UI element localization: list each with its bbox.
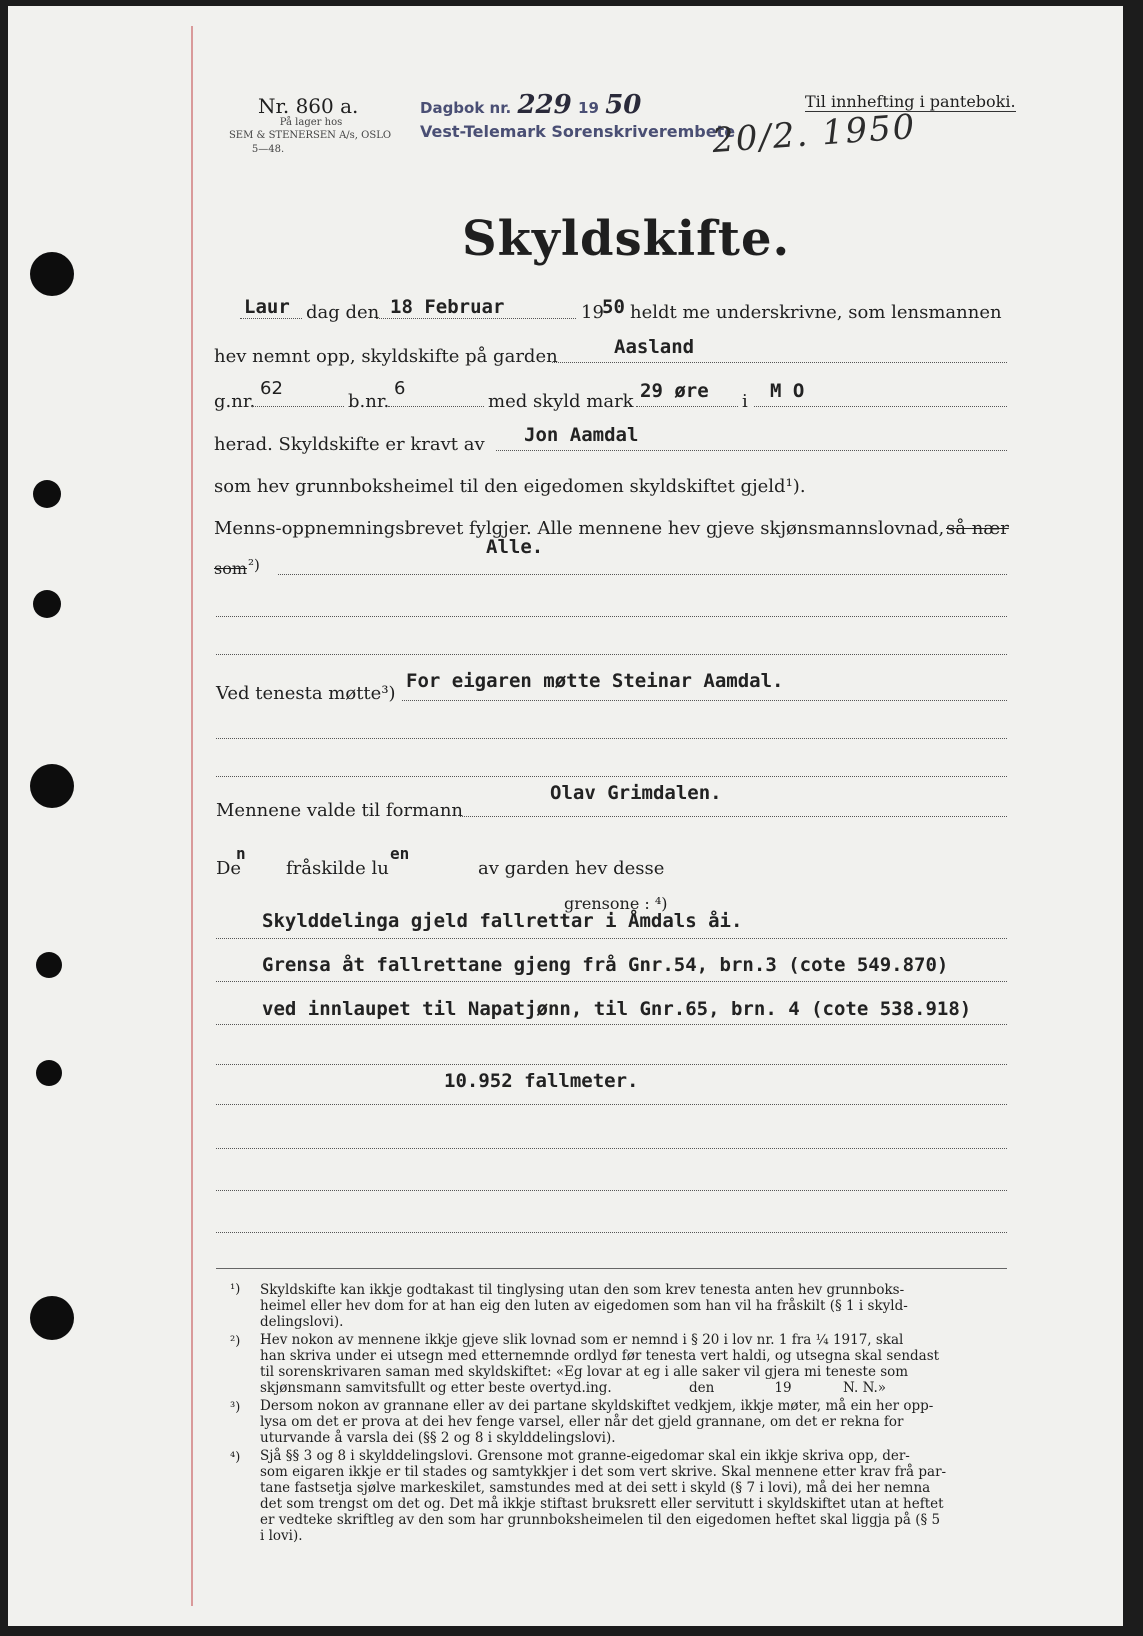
grunnbok-text: som hev grunnboksheimel til den eigedomen skyldskiftet gjeld¹).: [214, 476, 806, 497]
chairman-label: Mennene valde til formann: [216, 800, 463, 821]
footnote-3: [260, 1398, 1050, 1446]
requested-by: Jon Aamdal: [524, 424, 639, 446]
av-garden-text: av garden hev desse: [478, 858, 665, 879]
blank-line: [216, 1148, 1007, 1149]
blank-line: [216, 738, 1007, 739]
footnote-2: [260, 1332, 1050, 1396]
footnote-line: Hev nokon av mennene ikkje gjeve slik lovnad som er nemnd i § 20 i lov nr. 1 fra ¼ 1917, skal: [260, 1332, 904, 1348]
footnote-line: han skriva under ei utsegn med etternemnde ordlyd før tenesta vert haldi, og utsegna skal sendast: [260, 1348, 940, 1364]
herad-code: M O: [770, 380, 805, 402]
document-title: Skyldskifte.: [462, 211, 791, 267]
form-number: Nr. 860 a.: [258, 94, 359, 118]
herad-line: [754, 406, 1007, 407]
som-line: [278, 574, 1007, 575]
som-footnote-ref: ²): [248, 556, 260, 574]
dagbok-prefix: Dagbok nr.: [420, 99, 512, 117]
blank-line: [216, 776, 1007, 777]
handwritten-date: 20/2. 1950: [710, 106, 918, 162]
chairman-value: Olav Grimdalen.: [550, 782, 722, 804]
chairman-line: [460, 816, 1007, 817]
i-label: i: [742, 391, 748, 412]
day-label: dag den: [306, 302, 380, 323]
skyld-line: [636, 406, 738, 407]
footnote-line: lysa om det er prova at dei hev fenge varsel, eller når det gjeld grannane, om det er rekna for: [260, 1414, 904, 1430]
binder-hole: [33, 590, 61, 618]
alle-value: Alle.: [486, 536, 544, 558]
blank-line: [216, 1104, 1007, 1105]
blank-line: [216, 1232, 1007, 1233]
intro-text: heldt me underskrivne, som lensmannen: [630, 302, 1002, 323]
binder-hole: [30, 1296, 74, 1340]
document-page: [8, 6, 1123, 1626]
footnote-number: ³): [230, 1400, 241, 1415]
office-stamp: Vest-Telemark Sorenskriverembete: [420, 122, 736, 141]
year-prefix: 19: [581, 302, 604, 323]
footnote-line: uturvande å varsla dei (§§ 2 og 8 i skylddelingslovi).: [260, 1430, 616, 1446]
de-prefix: De: [216, 858, 242, 879]
blank-line: [216, 1190, 1007, 1191]
date-value: 18 Februar: [390, 296, 505, 318]
weekday-value: Laur: [244, 296, 290, 318]
de-super: n: [236, 844, 246, 863]
farm-label: hev nemnt opp, skyldskifte på garden: [214, 346, 558, 367]
boundary-rule: [216, 981, 1007, 982]
boundary-line: 10.952 fallmeter.: [444, 1070, 639, 1092]
footnote-line: Dersom nokon av grannane eller av dei partane skyldskiftet vedkjem, ikkje møter, må ein her opp-: [260, 1398, 934, 1414]
boundary-rule: [216, 1064, 1007, 1065]
struck-som: som: [214, 559, 248, 578]
skyld-value: 29 øre: [640, 380, 709, 402]
footnote-line: det som trengst om det og. Det må ikkje stiftast bruksrett eller servitutt i skyldskiftet utan at heftet: [260, 1496, 944, 1512]
met-value: For eigaren møtte Steinar Aamdal.: [406, 670, 784, 692]
footnote-line: Skyldskifte kan ikkje godtakast til tinglysing utan den som krev tenesta anten hev grunnboks-: [260, 1282, 905, 1298]
footnote-number: ¹): [230, 1282, 241, 1297]
blank-line: [216, 616, 1007, 617]
binder-hole: [33, 480, 61, 508]
binder-hole: [36, 952, 62, 978]
footnote-line: er vedteke skriftleg av den som har grunnboksheimelen til den eigedomen heftet skal liggja på (§ 5: [260, 1512, 941, 1528]
binder-hole: [30, 252, 74, 296]
dagbok-stamp: [420, 90, 641, 120]
footnote-line: tane fastsetja sjølve markeskilet, samstundes med at dei sett i skyld (§ 7 i lovi), må dei her nemna: [260, 1480, 931, 1496]
blank-line: [216, 654, 1007, 655]
dagbok-year-prefix: 19: [578, 99, 599, 117]
binding-note: Til innhefting i panteboki.: [805, 92, 1016, 111]
footnote-separator: [216, 1268, 1007, 1269]
footnote-line: Sjå §§ 3 og 8 i skylddelingslovi. Grensone mot granne-eigedomar skal ein ikkje skriva opp, der-: [260, 1448, 910, 1464]
year-value: 50: [602, 296, 625, 318]
fraskilde-text: fråskilde lu: [286, 858, 389, 879]
fraskilde-super: en: [390, 844, 410, 863]
grensone-label: grensone : ⁴): [564, 894, 668, 913]
footnote-line: delingslovi).: [260, 1314, 344, 1330]
boundary-rule: [216, 1024, 1007, 1025]
gnr-value: 62: [260, 378, 283, 399]
weekday-line: [240, 318, 302, 319]
boundary-rule: [216, 938, 1007, 939]
herad-label: herad. Skyldskifte er kravt av: [214, 434, 485, 455]
footnote-1: [260, 1282, 1050, 1330]
requested-line: [496, 450, 1007, 451]
bnr-label: b.nr.: [348, 391, 390, 412]
footnote-line: som eigaren ikkje er til stades og samtykkjer i det som vert skrive. Skal mennene etter krav frå par-: [260, 1464, 947, 1480]
gnr-label: g.nr.: [214, 391, 256, 412]
menn-text: Menns-oppnemningsbrevet fylgjer. Alle mennene hev gjeve skjønsmannslovnad,: [214, 518, 945, 539]
publisher-name: SEM & STENERSEN A/s, OSLO: [228, 130, 392, 141]
struck-text: så nær: [946, 518, 1009, 539]
binder-hole: [30, 764, 74, 808]
bnr-value: 6: [394, 378, 406, 399]
boundary-line: Skylddelinga gjeld fallrettar i Åmdals åi.: [262, 910, 743, 932]
footnote-number: ⁴): [230, 1450, 241, 1465]
met-line: [402, 700, 1007, 701]
farm-value: Aasland: [614, 336, 695, 358]
publisher-line: På lager hos: [279, 117, 343, 128]
dagbok-year: 50: [605, 90, 642, 120]
footnote-4: [260, 1448, 1050, 1544]
footnote-line: heimel eller hev dom for at han eig den luten av eigedomen som han vil ha fråskilt (§ 1 i skyld-: [260, 1298, 908, 1314]
farm-line: [552, 362, 1007, 363]
dagbok-number: 229: [517, 90, 572, 120]
boundary-line: ved innlaupet til Napatjønn, til Gnr.65, brn. 4 (cote 538.918): [262, 998, 972, 1020]
publisher-date: 5—48.: [251, 144, 285, 155]
gnr-line: [252, 406, 344, 407]
boundary-line: Grensa åt fallrettane gjeng frå Gnr.54, brn.3 (cote 549.870): [262, 954, 949, 976]
bnr-line: [388, 406, 484, 407]
footnote-line: til sorenskrivaren saman med skyldskiftet: «Eg lovar at eg i alle saker vil gjera mi teneste som: [260, 1364, 909, 1380]
footnote-line: i lovi).: [260, 1528, 303, 1544]
binder-hole: [36, 1060, 62, 1086]
met-label: Ved tenesta møtte³): [216, 683, 396, 704]
footnote-number: ²): [230, 1334, 241, 1349]
footnote-line: skjønsmann samvitsfullt og etter beste overtyd.ing. den 19 N. N.»: [260, 1380, 887, 1396]
margin-rule: [191, 26, 193, 1606]
date-line: [376, 318, 576, 319]
skyld-label: med skyld mark: [488, 391, 634, 412]
